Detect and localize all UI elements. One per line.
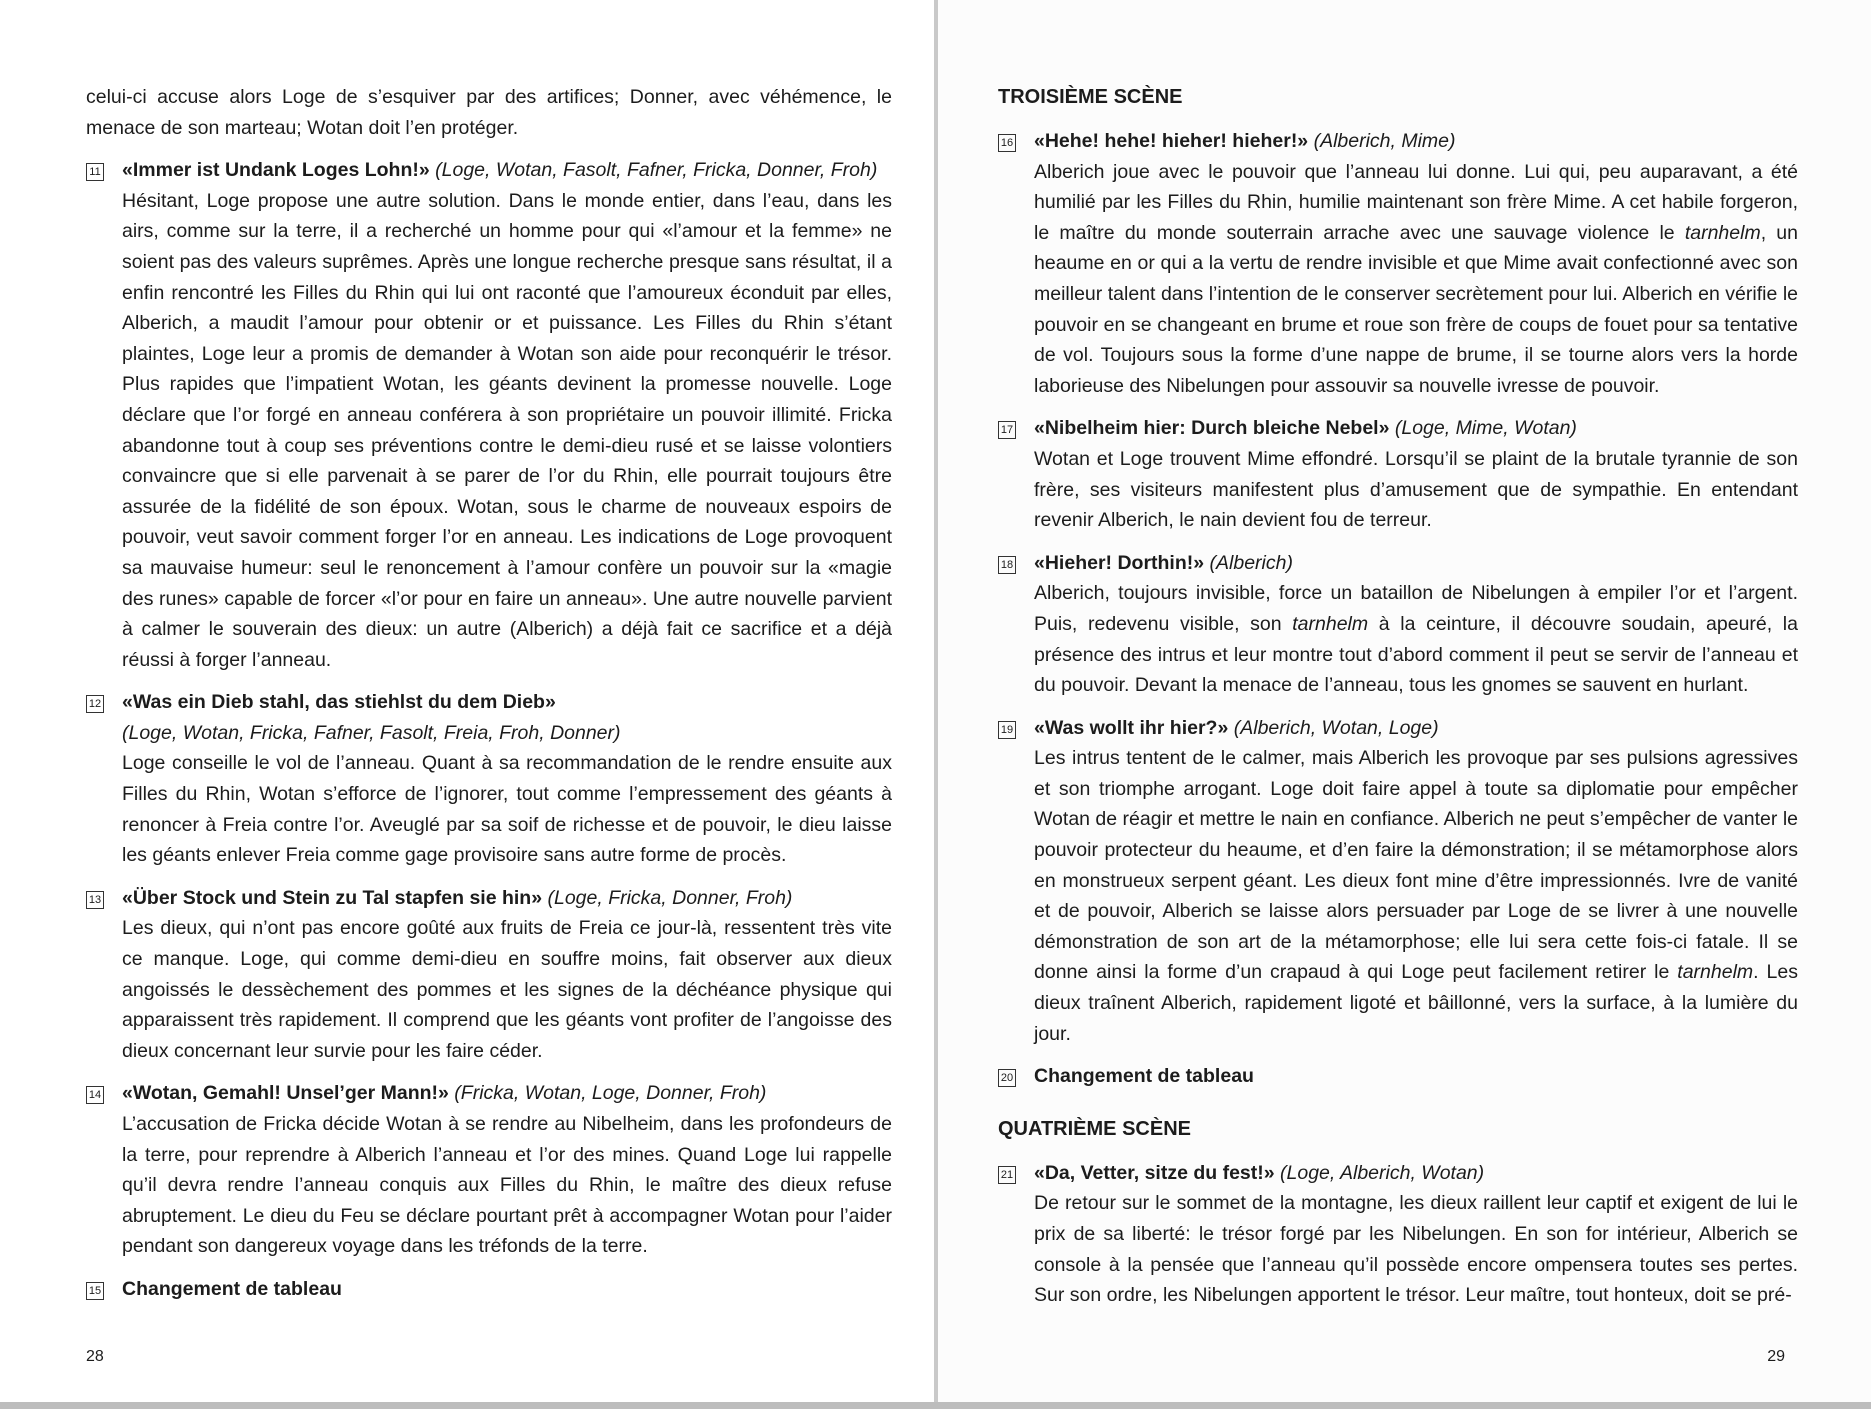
track-number: 19 <box>998 721 1016 739</box>
entry-title: «Über Stock und Stein zu Tal stapfen sie hin» <box>122 886 543 909</box>
entry-roles: (Alberich, Mime) <box>1313 130 1456 152</box>
entry-roles: (Loge, Alberich, Wotan) <box>1280 1161 1485 1184</box>
intro-paragraph: celui-ci accuse alors Loge de s’esquiver par des artifices; Donner, avec véhémence, le menace de son marteau; Wotan doit l’en protéger. <box>86 86 892 139</box>
entry-title: Changement de tableau <box>1034 1065 1254 1088</box>
entry-text: Alberich, toujours invisible, force un bataillon de Nibelungen à empiler l’or et l’argent. Puis, redevenu visible, son tarnhelm à la ceinture, il découvre soudain, apeuré, la présence des intrus et leur montre tout d’abord comment il peut se servir de l’anneau et du pouvoir. Devant la menace de l’anneau, tous les gnomes se sauvent en hurlant. <box>1034 582 1798 697</box>
entry-text: Les dieux, qui n’ont pas encore goûté aux fruits de Freia ce jour-là, ressentent très vite ce manque. Loge, qui comme demi-dieu en souffre moins, fait observer aux dieux angoissés le dessèchement des pommes et les signes de la déchéance physique qui apparaissent très rapidement. Il comprend que les géants vont profiter de l’angoisse des dieux concernant leur survie pour les faire céder. <box>122 917 892 1062</box>
entry-21 <box>998 1158 1798 1311</box>
entry-title: «Da, Vetter, sitze du fest!» <box>1034 1161 1275 1184</box>
entry-text: Alberich joue avec le pouvoir que l’anneau lui donne. Lui qui, peu auparavant, a été humilié par les Filles du Rhin, humilie maintenant son frère Mime. A cet habile forgeron, le maître du monde souterrain arrache avec une sauvage violence le tarnhelm, un heaume en or qui a la vertu de rendre invisible et que Mime avait confectionné avec son meilleur talent dans l’intention de le conserver secrètement pour lui. Alberich en vérifie le pouvoir en se changeant en brume et roue son frère de coups de fouet pour sa tentative de vol. Toujours sous la forme d’une nappe de brume, il se tourne alors vers la horde laborieuse des Nibelungen pour assouvir sa nouvelle ivresse de pouvoir. <box>1034 160 1798 397</box>
entry-12 <box>86 687 892 871</box>
entry-text: Loge conseille le vol de l’anneau. Quant à sa recommandation de le rendre ensuite aux Filles du Rhin, Wotan s’efforce de l’ignorer, tout comme l’empressement des géants à renoncer à Freia contre l’or. Aveuglé par sa soif de richesse et de pouvoir, le dieu laisse les géants enlever Freia comme gage provisoire sans autre forme de procès. <box>122 752 892 867</box>
entry-16 <box>998 126 1798 401</box>
entry-text: De retour sur le sommet de la montagne, les dieux raillent leur captif et exigent de lui le prix de sa liberté: le trésor forgé par les Nibelungen. En son for intérieur, Alberich se console à la pensée que l’anneau qu’il possède encore ompensera toutes ses pertes. Sur son ordre, les Nibelungen apportent le trésor. Leur maître, tout honteux, doit se pré- <box>1034 1192 1798 1307</box>
entry-text: Hésitant, Loge propose une autre solution. Dans le monde entier, dans l’eau, dans les airs, comme sur la terre, il a recherché un homme pour qui «l’amour et la femme» ne soient pas des valeurs suprêmes. Après une longue recherche presque sans résultat, il a enfin rencontré les Filles du Rhin qui lui ont raconté que l’amoureux éconduit par elles, Alberich, a maudit l’amour pour obtenir or et puissance. Les Filles du Rhin s’étant plaintes, Loge leur a promis de demander à Wotan son aide pour reconquérir le trésor. Plus rapides que l’impatient Wotan, les géants devinent la promesse nouvelle. Loge déclare que l’or forgé en anneau conférera à son propriétaire un pouvoir illimité. Fricka abandonne tout à coup ses préventions contre le demi-dieu rusé et se laisse volontiers convaincre que si elle parvenait à se parer de l’or du Rhin, elle pourrait toujours être assurée de la fidélité de son époux. Wotan, sous le charme de nouveaux espoirs de pouvoir, veut savoir comment forger l’or en anneau. Les indications de Loge provoquent sa mauvaise humeur: seul le renoncement à l’amour confère un pouvoir sur la «magie des runes» capable de forcer «l’or pour en faire un anneau». Une autre nouvelle parvient à calmer le souverain des dieux: un autre (Alberich) a déjà fait ce sacrifice et a déjà réussi à forger l’anneau. <box>122 189 892 671</box>
right-column <box>998 82 1798 1311</box>
scene-three-title: TROISIÈME SCÈNE <box>998 86 1183 108</box>
entry-text: Les intrus tentent de le calmer, mais Alberich les provoque par ses pulsions agressives et son triomphe arrogant. Loge doit faire appel à toute sa diplomatie pour empêcher Wotan de réagir et mettre le nain en confiance. Alberich ne peut s’empêcher de vanter le pouvoir protecteur du heaume, et d’en faire la démonstration; il se métamorphose alors en monstrueux serpent géant. Les dieux font mine d’être impressionnés. Ivre de vanité et de pouvoir, Alberich se laisse alors persuader par Loge de se livrer à une nouvelle démonstration de son art de la métamorphose; elle lui sera cette fois-ci fatale. Il se donne ainsi la forme d’un crapaud à qui Loge peut facilement retirer le tarnhelm. Les dieux traînent Alberich, rapidement ligoté et bâillonné, vers la surface, à la lumière du jour. <box>1034 747 1798 1045</box>
entry-title: «Wotan, Gemahl! Unsel’ger Mann!» <box>122 1082 449 1105</box>
entry-text: L’accusation de Fricka décide Wotan à se rendre au Nibelheim, dans les profondeurs de la terre, pour reprendre à Alberich l’anneau et l’or des mines. Quand Loge lui rappelle qu’il devra rendre l’anneau conquis aux Filles du Rhin, le maître des dieux refuse abruptement. Le dieu du Feu se déclare pourtant prêt à accompagner Wotan pour l’aider pendant son dangereux voyage dans les tréfonds de la terre. <box>122 1113 892 1258</box>
left-page <box>0 0 934 1402</box>
track-number: 15 <box>86 1282 104 1300</box>
entry-roles: (Loge, Mime, Wotan) <box>1394 417 1577 440</box>
entry-roles: (Alberich, Wotan, Loge) <box>1233 716 1439 739</box>
entry-title: Changement de tableau <box>122 1277 342 1300</box>
track-number: 17 <box>998 421 1016 439</box>
entry-title: «Was ein Dieb stahl, das stiehlst du dem Dieb» <box>122 691 556 714</box>
entry-17 <box>998 413 1798 535</box>
track-number: 11 <box>86 163 104 181</box>
entry-13 <box>86 883 892 1067</box>
entry-roles: (Loge, Fricka, Donner, Froh) <box>547 886 793 909</box>
track-number: 21 <box>998 1166 1016 1184</box>
entry-20 <box>998 1061 1798 1092</box>
scene-four-title: QUATRIÈME SCÈNE <box>998 1117 1191 1140</box>
entry-15 <box>86 1274 892 1305</box>
entry-roles: (Loge, Wotan, Fasolt, Fafner, Fricka, Donner, Froh) <box>435 159 878 182</box>
track-number: 20 <box>998 1069 1016 1087</box>
entry-title: «Was wollt ihr hier?» <box>1034 716 1229 739</box>
entry-roles: (Alberich) <box>1209 551 1293 574</box>
entry-14 <box>86 1078 892 1262</box>
track-number: 13 <box>86 891 104 909</box>
track-number: 12 <box>86 695 104 713</box>
entry-title: «Hieher! Dorthin!» <box>1034 551 1205 574</box>
page-number-left: 28 <box>86 1348 104 1365</box>
page-number-right: 29 <box>1767 1348 1785 1365</box>
entry-title: «Immer ist Undank Loges Lohn!» <box>122 159 430 182</box>
right-page <box>938 0 1871 1402</box>
entry-roles: (Loge, Wotan, Fricka, Fafner, Fasolt, Freia, Froh, Donner) <box>122 721 621 744</box>
left-column <box>86 82 892 1305</box>
track-number: 14 <box>86 1086 104 1104</box>
book-bottom-edge <box>0 1402 1871 1409</box>
entry-11 <box>86 155 892 675</box>
entry-title: «Nibelheim hier: Durch bleiche Nebel» <box>1034 417 1390 440</box>
track-number: 18 <box>998 556 1016 574</box>
entry-19 <box>998 713 1798 1050</box>
entry-text: Wotan et Loge trouvent Mime effondré. Lorsqu’il se plaint de la brutale tyrannie de son frère, ses visiteurs manifestent plus d’amusement que de sympathie. En entendant revenir Alberich, le nain devient fou de terreur. <box>1034 447 1798 532</box>
track-number: 16 <box>998 134 1016 152</box>
entry-18 <box>998 548 1798 701</box>
entry-title: «Hehe! hehe! hieher! hieher!» <box>1034 130 1309 152</box>
entry-roles: (Fricka, Wotan, Loge, Donner, Froh) <box>454 1082 767 1105</box>
